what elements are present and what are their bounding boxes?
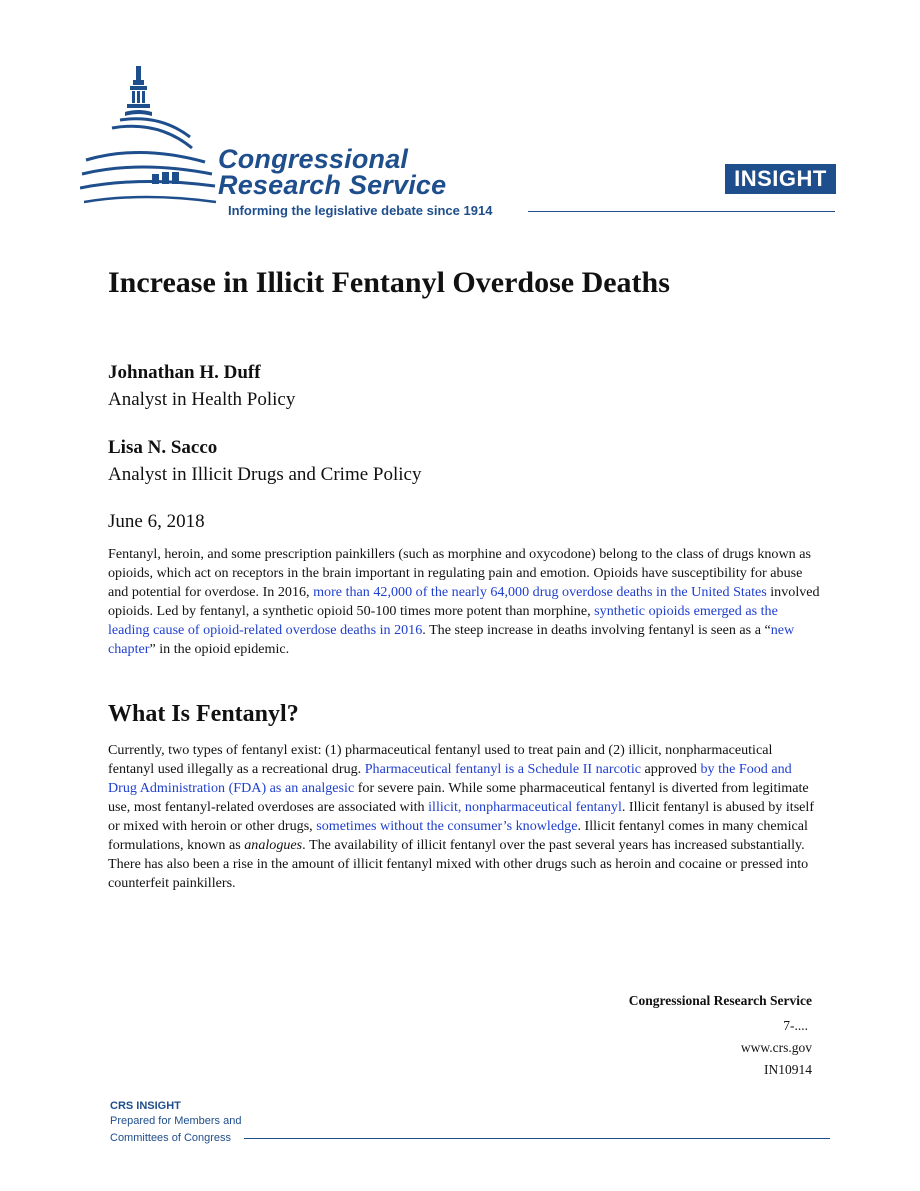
logo-text-research-service: Research Service [218, 170, 447, 200]
header-rule [528, 211, 835, 212]
intro-paragraph: Fentanyl, heroin, and some prescription painkillers (such as morphine and oxycodone) belong to the class of drugs known as opioids, which act on receptors in the brain important in regulating pain and emotion. Opioids have susceptibility for abuse and potential for overdose. In 2016, more than 42,000 of the nearly 64,000 drug overdose deaths in the United States involved opioids. Led by fentanyl, a synthetic opioid 50-100 times more potent than morphine, synthetic opioids emerged as the leading cause of opioid-related overdose deaths in 2016. The steep increase in deaths involving fentanyl is seen as a “new chapter” in the opioid epidemic. [108, 546, 820, 657]
link-new-chapter[interactable]: new chapter [108, 622, 795, 657]
insight-badge: INSIGHT [725, 164, 836, 194]
document-title: Increase in Illicit Fentanyl Overdose Deaths [108, 266, 670, 299]
footer-rule [244, 1138, 830, 1139]
publication-date: June 6, 2018 [108, 511, 205, 532]
footer-url[interactable]: www.crs.gov [740, 1040, 812, 1055]
footer-prepared-line1: Prepared for Members and [110, 1115, 242, 1127]
author-name: Lisa N. Sacco [108, 437, 218, 458]
section-paragraph: Currently, two types of fentanyl exist: (1) pharmaceutical fentanyl used to treat pain and (2) illicit, nonpharmaceutical fentanyl used illegally as a recreational drug. Pharmaceutical fentanyl is a Schedule II narcotic approved by the Food and Drug Administration (FDA) as an analgesic for severe pain. While some pharmaceutical fentanyl is diverted from legitimate use, most fentanyl-related overdoses are associated with illicit, nonpharmaceutical fentanyl. Illicit fentanyl is abused by itself or mixed with heroin or other drugs, sometimes without the consumer’s knowledge. Illicit fentanyl comes in many chemical formulations, known as analogues. The availability of illicit fentanyl over the past several years has increased substantially. There has also been a rise in the amount of illicit fentanyl mixed with other drugs such as heroin and cocaine or pressed into counterfeit painkillers. [108, 742, 815, 891]
footer-org: Congressional Research Service [628, 993, 812, 1008]
logo-tagline: Informing the legislative debate since 1914 [228, 203, 493, 218]
section-heading: What Is Fentanyl? [108, 701, 299, 727]
link-consumer-knowledge[interactable]: sometimes without the consumer’s knowledge [316, 818, 578, 834]
logo-text-congressional: Congressional [218, 144, 409, 174]
link-synthetic-opioids[interactable]: synthetic opioids emerged as the leading cause of opioid-related overdose deaths in 2016 [108, 603, 778, 638]
author-name: Johnathan H. Duff [108, 362, 261, 383]
footer-code: 7-.... [783, 1018, 808, 1033]
footer-prepared-line2: Committees of Congress [110, 1132, 232, 1144]
author-title: Analyst in Health Policy [108, 389, 296, 410]
capitol-dome-icon [80, 62, 220, 222]
link-illicit-fentanyl[interactable]: illicit, nonpharmaceutical fentanyl [428, 799, 622, 815]
author-title: Analyst in Illicit Drugs and Crime Policy [108, 464, 422, 485]
link-fda-analgesic[interactable]: by the Food and Drug Administration (FDA) as an analgesic [108, 761, 792, 796]
footer-crs-insight-label: CRS INSIGHT [110, 1100, 181, 1112]
footer-product-id: IN10914 [764, 1062, 812, 1077]
link-schedule-ii[interactable]: Pharmaceutical fentanyl is a Schedule II narcotic [364, 761, 641, 777]
link-overdose-deaths[interactable]: more than 42,000 of the nearly 64,000 drug overdose deaths in the United States [313, 584, 767, 600]
